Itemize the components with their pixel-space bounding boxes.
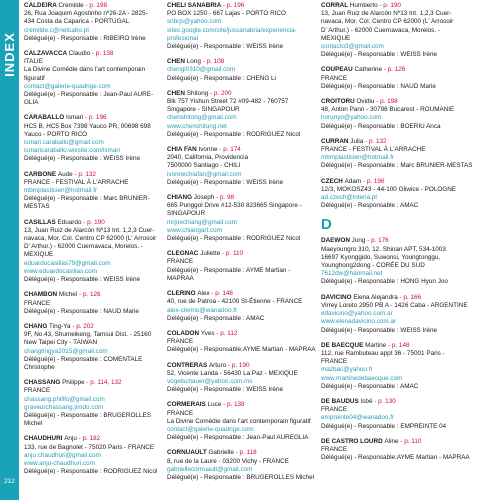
artist-surname: CZECH: [321, 177, 343, 185]
artist-first-name: Humberto: [349, 2, 378, 9]
entry-detail: Délégué(e) - Responsable : Marc BRUNIER-MESTAS: [321, 162, 473, 170]
entry-heading: [24, 50, 164, 58]
page-reference: - p. 148: [211, 290, 233, 298]
entry-detail: 13, Juan Ruiz de Alarcón Nº13 Int. 1,2,3 Cuer-: [24, 226, 155, 234]
entry-detail: 40, rue de Patroa - 42100 St-Étienne - FRANCE: [167, 298, 303, 306]
index-entry: [167, 194, 318, 243]
artist-surname: CLERINO: [167, 290, 196, 298]
page-reference: - p. 132: [365, 137, 387, 145]
entry-heading: [167, 194, 318, 202]
entry-heading: [167, 401, 318, 409]
index-entry: [321, 66, 497, 91]
artist-first-name: Arturo: [208, 361, 227, 369]
entry-detail: Délégué(e) - Responsable : BOERIU Anca: [321, 122, 441, 130]
contact-link[interactable]: mbmplasticien@hotmail.fr: [321, 154, 395, 162]
artist-surname: DE CASTRO LOURD: [321, 437, 383, 445]
index-entry: [321, 398, 497, 431]
contact-link[interactable]: ismaricaraballo.wixsite.com/ismari: [24, 147, 120, 155]
artist-surname: CARBONE: [24, 170, 57, 178]
artist-surname: DAEWON: [321, 237, 350, 245]
entry-detail: 133, rue de Bagnolet - 75020 Paris - FRANCE: [24, 443, 155, 451]
contact-link[interactable]: www.chiangart.com: [167, 226, 222, 234]
entry-detail: Blk 757 Yishun Street 72 #09-482 - 760757: [167, 98, 289, 106]
page-reference: - p. 196: [222, 2, 245, 9]
entry-detail: MESTAS: [24, 203, 50, 211]
entry-detail: 48, Anton Pann - 30796 Bucarest - ROUMANIE: [321, 106, 455, 114]
entry-detail: FRANCE: [24, 299, 51, 307]
artist-surname: CHIANG: [167, 194, 193, 202]
index-column-1: [24, 2, 164, 483]
index-entry: [321, 98, 497, 131]
contact-link[interactable]: ad.czech@interia.pl: [321, 194, 377, 202]
entry-detail: FRANCE: [321, 74, 348, 82]
index-entry: [24, 291, 164, 316]
artist-surname: CHASSANG: [24, 379, 61, 387]
entry-heading: [167, 2, 318, 10]
entry-detail: MEXIQUE: [321, 34, 351, 42]
entry-detail: Maeyoungro 310, 12. Shinan APT, 534-1003: [321, 245, 446, 253]
artist-first-name: Ovidiu: [356, 98, 375, 106]
page-reference: - p. 112: [216, 329, 238, 337]
artist-first-name: Catherine: [354, 66, 383, 74]
index-entry: [167, 250, 318, 283]
index-column-3: [321, 2, 497, 469]
index-entry: [24, 323, 164, 372]
artist-surname: CHIA FAN: [167, 146, 197, 154]
entry-heading: [167, 449, 318, 457]
entry-heading: [167, 250, 318, 258]
page-number: 212: [4, 478, 15, 485]
entry-detail: Virrey Loreto 2950 PB A - 1426 Caba - ARGENTINE: [321, 301, 468, 309]
artist-first-name: Anju: [64, 435, 77, 443]
contact-link[interactable]: profesional: [167, 34, 199, 42]
index-entry: [24, 2, 164, 43]
artist-surname: CALDEIRA: [24, 2, 57, 9]
page-reference: - p. 182: [78, 435, 101, 443]
contact-link[interactable]: changtingya2015@gmail.com: [24, 347, 108, 355]
entry-detail: Délégué(e) - Responsable : BRUGEROLLES Michel: [167, 473, 315, 481]
entry-detail: Délégué(e) - Responsable : WEISS Irène: [321, 326, 438, 334]
contact-link[interactable]: vogelschauer@yahoo.com.mx: [167, 377, 253, 385]
entry-detail: FRANCE - FESTIVAL À L'ARRACHE: [321, 146, 426, 154]
entry-detail: Délégué(e) - Responsable : WEISS Irène: [167, 386, 284, 394]
contact-link[interactable]: www.anju-chaudhuri.com: [24, 459, 95, 467]
entry-detail: D' Arthur.) - 62000 Cuernavaca, Morelos. -: [24, 243, 143, 251]
page-reference: - p. 98: [216, 194, 235, 202]
entry-detail: La Divine Comédie dans l'art contemporain figuratif: [24, 66, 146, 82]
contact-link[interactable]: www.chenshitong.net: [167, 122, 227, 130]
contact-link[interactable]: www.martinedebaecque.com: [321, 374, 403, 382]
entry-detail: FRANCE: [321, 358, 348, 366]
entry-detail: 112, rue Rambuteau appt 36 - 75001 Paris -: [321, 349, 445, 357]
index-column-2: [167, 2, 318, 489]
entry-heading: [167, 58, 318, 66]
entry-detail: ITALIE: [24, 58, 43, 66]
contact-link[interactable]: alex-clerino@wanadoo.fr: [167, 306, 238, 314]
entry-detail: Délégué(e) - Responsable:AYME Martian - MAPRAA: [167, 346, 316, 354]
contact-link[interactable]: horunyo@yahoo.com: [321, 114, 382, 122]
entry-heading: [321, 98, 497, 106]
page-reference: - p. 114, 132: [86, 379, 122, 387]
entry-detail: 434 Costa da Caparica - PORTUGAL: [24, 18, 130, 26]
entry-detail: Délégué(e) - Responsable : Marc BRUNIER-: [24, 195, 150, 203]
artist-surname: CHAMBON: [24, 291, 58, 299]
artist-first-name: Martine: [365, 341, 387, 349]
entry-heading: [24, 379, 164, 387]
entry-detail: Délégué(e) - Responsable : Jean-Paul AUREGLIA: [167, 434, 309, 442]
entry-heading: [321, 294, 497, 302]
page-reference: - p. 198: [376, 98, 398, 106]
index-entry: [167, 2, 318, 51]
artist-surname: CHANG: [24, 322, 48, 330]
page-reference: - p. 148: [387, 341, 410, 349]
page-reference: - p. 130: [374, 397, 396, 405]
artist-surname: DAVICINO: [321, 293, 352, 301]
artist-surname: CONTRERAS: [167, 361, 208, 369]
page-reference: - p. 126: [79, 291, 101, 299]
entry-detail: PO BOX 1250 - 667 Lajas - PORTO RICO: [167, 10, 286, 18]
entry-detail: 665 Punggol Drive #12-530 823665 Singapore -: [167, 202, 302, 210]
index-entry: [24, 435, 164, 476]
page-reference: - p. 190: [379, 2, 401, 9]
artist-first-name: Julia: [350, 137, 364, 145]
entry-detail: Délégué(e) - Responsable : EMPREINTE 04: [321, 422, 447, 430]
contact-link[interactable]: anju.chaudhuri@gmail.com: [24, 451, 101, 459]
contact-link[interactable]: ivonnechiafan@gmail.com: [167, 170, 242, 178]
artist-first-name: Adam: [344, 177, 362, 185]
page-reference: - p. 196: [85, 114, 107, 122]
artist-surname: DE BAUDUS: [321, 397, 359, 405]
index-entry: [321, 438, 497, 463]
index-entry: [24, 379, 164, 428]
artist-surname: COUPEAU: [321, 66, 353, 74]
artist-surname: CHEN: [167, 58, 185, 66]
entry-detail: Délégué(e) - Responsable : RODRIGUEZ Nicol: [167, 130, 301, 138]
entry-detail: Délégué(e) - Responsable : AYME Martian - MAPRAA: [167, 266, 291, 282]
entry-detail: MEXIQUE: [24, 251, 54, 259]
page-reference: - p. 132: [74, 170, 96, 178]
entry-detail: 9F, No.43, Shumeikeng, Tamsui Dist. - 25160: [24, 331, 152, 339]
artist-surname: CASILLAS: [24, 218, 56, 226]
entry-detail: 8, rue de la Laure - 03200 Vichy - FRANCE: [167, 457, 289, 465]
artist-first-name: Gabrielle: [208, 449, 234, 457]
entry-detail: Délégué(e) - Responsable : HONG Hyun Joo: [321, 278, 448, 286]
entry-detail: 26, Rua Joaquim Agostinho nº26-2A - 2825-: [24, 10, 148, 18]
page-reference: - p. 174: [219, 146, 241, 154]
entry-detail: Délégué(e) - Responsable : WEISS Irène: [167, 43, 284, 51]
contact-link[interactable]: mazbac@yahoo.fr: [321, 366, 373, 374]
artist-surname: CHELI SANABRIA: [167, 2, 222, 9]
index-entry: [24, 114, 164, 163]
index-entry: [24, 171, 164, 212]
artist-first-name: Yves: [200, 329, 215, 337]
artist-surname: CLEGNAC: [167, 250, 199, 258]
artist-first-name: Shitong: [186, 89, 209, 97]
entry-detail: FRANCE - FESTIVAL À L'ARRACHE: [24, 178, 129, 186]
entry-detail: Délégué(e) - Responsable:AYME Martian - MAPRAA: [321, 454, 470, 462]
contact-link[interactable]: www.elenadavicino.com.ar: [321, 318, 397, 326]
entry-detail: Délégué(e) - Responsable : WEISS Irène: [321, 51, 438, 59]
artist-surname: DE BAECQUE: [321, 341, 364, 349]
contact-link[interactable]: chenshitong@gmail.com: [167, 114, 237, 122]
contact-link[interactable]: gabriellecornuault@gmail.com: [167, 465, 253, 473]
artist-first-name: Cremilde: [58, 2, 84, 9]
entry-detail: navaca, Mor. Col. Centro CP 62000 (L' Arrosoir: [24, 235, 157, 243]
artist-first-name: Joseph: [193, 194, 215, 202]
page-reference: - p. 166: [399, 293, 422, 301]
artist-first-name: Elena Alejandra: [353, 293, 398, 301]
entry-detail: Délégué(e) - Responsable : RODRIGUEZ Nicol: [167, 235, 301, 243]
index-entry: [24, 50, 164, 107]
entry-detail: GLIA: [24, 99, 39, 107]
page-reference: - p. 118: [235, 449, 257, 457]
index-entry: [24, 219, 164, 285]
entry-heading: [321, 342, 497, 350]
entry-detail: Délégué(e) - Responsable : AMAC: [321, 382, 419, 390]
entry-detail: Yauco - PORTO RICO: [24, 130, 88, 138]
index-sidebar: [0, 0, 19, 500]
page-reference: - p. 198: [85, 2, 107, 9]
page-reference: - p. 190: [228, 361, 250, 369]
contact-link[interactable]: cremilde.c@netcabo.pt: [24, 26, 89, 34]
entry-detail: Younghong2dong - CORÉE DU SUD: [321, 262, 425, 270]
contact-link[interactable]: contact@galerie-quadrige.com: [167, 425, 254, 433]
entry-heading: [24, 291, 164, 299]
artist-first-name: Michel: [58, 291, 78, 299]
index-section-title: INDEX: [1, 31, 17, 77]
artist-first-name: Ting-Ya: [49, 322, 71, 330]
entry-detail: FRANCE: [167, 338, 194, 346]
index-entry: [167, 401, 318, 442]
entry-heading: [24, 435, 164, 443]
entry-heading: [24, 114, 164, 122]
artist-first-name: Eduardo: [57, 218, 82, 226]
entry-detail: Délégué(e) - Responsable : AMAC: [167, 314, 265, 322]
contact-link[interactable]: eduardocasillas79@gmail.com: [24, 259, 111, 267]
page-reference: - p. 138: [223, 401, 245, 409]
entry-heading: [24, 219, 164, 227]
entry-detail: FRANCE: [24, 387, 51, 395]
entry-detail: Délégué(e) - Responsable : CHENG Li: [167, 74, 276, 82]
index-entry: [167, 146, 318, 187]
artist-first-name: Philippe: [62, 379, 85, 387]
entry-detail: 52, Vicente Landa - 56430 La Paz - MEXIQUE: [167, 369, 298, 377]
artist-surname: CORMERAIS: [167, 401, 206, 409]
artist-first-name: Aline: [384, 437, 399, 445]
index-entry: [321, 138, 497, 171]
index-entry: [167, 90, 318, 139]
entry-heading: [167, 146, 318, 154]
contact-link[interactable]: snbrjs@yahoo.com: [167, 18, 222, 26]
entry-detail: Délégué(e) - Responsable : COMENTALE Christophe: [24, 355, 143, 371]
contact-link[interactable]: ismari.caraballo@gmail.com: [24, 139, 104, 147]
index-entry: [167, 449, 318, 482]
entry-detail: Délégué(e) - Responsable : RODRIGUEZ Nicol: [24, 468, 158, 476]
artist-first-name: Ismari: [65, 114, 84, 122]
entry-detail: Délégué(e) - Responsable : Jean-Paul AURE-: [24, 91, 154, 99]
index-entry: [321, 237, 497, 286]
letter-heading: D: [321, 216, 332, 234]
page-reference: - p. 196: [362, 177, 385, 185]
entry-heading: [321, 178, 497, 186]
entry-detail: Délégué(e) - Responsable : WEISS Irène: [24, 155, 141, 163]
entry-detail: navaca, Mor. Col. Centro CP 62000 (L' Arrosoir: [321, 18, 454, 26]
entry-heading: [321, 237, 497, 245]
entry-detail: Délégué(e) - Responsable : NAUD Marie: [24, 307, 139, 315]
entry-detail: FRANCE: [321, 406, 348, 414]
entry-detail: La Divine Comédie dans l'art contemporain figuratif: [167, 417, 311, 425]
artist-surname: CHAUDHURI: [24, 435, 63, 443]
entry-detail: Délégué(e) - Responsable : WEISS Irène: [24, 276, 141, 284]
page-reference: - p. 200: [210, 89, 232, 97]
index-entry: [167, 58, 318, 83]
entry-detail: 13, Juan Ruiz de Alarcón Nº13 Int. 1,2,3 Cuer-: [321, 10, 452, 18]
entry-heading: [24, 2, 164, 10]
artist-surname: COLADON: [167, 329, 200, 337]
entry-detail: FRANCE: [167, 409, 194, 417]
index-entry: [167, 290, 318, 323]
entry-detail: Délégué(e) - Responsable : WEISS Irène: [167, 178, 284, 186]
index-entry: [167, 362, 318, 395]
artist-surname: CROITORU: [321, 98, 355, 106]
entry-heading: [24, 323, 164, 331]
entry-heading: [321, 66, 497, 74]
entry-heading: [167, 362, 318, 370]
entry-detail: Délégué(e) - Responsable : RIBEIRO Irène: [24, 34, 146, 42]
page-reference: - p. 108: [202, 58, 225, 66]
entry-heading: [321, 2, 497, 10]
contact-link[interactable]: www.eduardocasillas.com: [24, 267, 97, 275]
entry-detail: Délégué(e) - Responsable : AMAC: [321, 202, 419, 210]
entry-detail: Singapore - SINGAPOUR: [167, 106, 240, 114]
artist-surname: CURRAN: [321, 137, 349, 145]
artist-surname: CHEN: [167, 89, 185, 97]
artist-first-name: Aude: [57, 170, 73, 178]
entry-detail: 16697 Kyonggido, Suwonsi, Youngtonggu,: [321, 253, 441, 261]
page-reference: - p. 176: [367, 237, 389, 245]
artist-first-name: Isbé: [360, 397, 373, 405]
artist-first-name: Claudio: [68, 50, 91, 58]
entry-detail: 2040, California, Providencia: [167, 154, 249, 162]
entry-heading: [167, 330, 318, 338]
page-reference: - p. 110: [222, 250, 244, 258]
index-entry: [321, 342, 497, 391]
contact-link[interactable]: empreinte04@wanadoo.fr: [321, 414, 395, 422]
artist-surname: CORRAL: [321, 2, 349, 9]
contact-link[interactable]: 7612dw@hanmail.net: [321, 270, 383, 278]
entry-detail: 12/3, MOKOSZ43 - 44-100 Gliwice - POLOGNE: [321, 185, 457, 193]
entry-detail: New Taipei City - TAIWAN: [24, 339, 98, 347]
page-reference: - p. 202: [72, 322, 94, 330]
page-reference: - p. 126: [383, 66, 406, 74]
entry-detail: FRANCE: [321, 445, 348, 453]
index-entry: [321, 2, 497, 59]
contact-link[interactable]: contact@galerie-quadrige.com: [24, 82, 111, 90]
contact-link[interactable]: edavicino@yahoo.com.ar: [321, 310, 393, 318]
artist-first-name: Long: [186, 58, 201, 66]
entry-detail: D' Arthur.) - 62000 Cuernavaca, Morelos. -: [321, 26, 440, 34]
artist-surname: CORNUAULT: [167, 449, 207, 457]
artist-surname: CALZAVACCA: [24, 50, 67, 58]
entry-heading: [321, 138, 497, 146]
contact-link[interactable]: contacto3@gmail.com: [321, 43, 384, 51]
entry-detail: SINGAPOUR: [167, 210, 206, 218]
entry-detail: FRANCE: [167, 258, 194, 266]
artist-first-name: Luce: [207, 401, 222, 409]
page-reference: - p. 110: [400, 437, 422, 445]
contact-link[interactable]: sites.google.com/site/jussanabria/experiencia-: [167, 26, 297, 34]
artist-surname: CARABALLO: [24, 114, 65, 122]
entry-heading: [24, 171, 164, 179]
page-reference: - p. 190: [83, 218, 105, 226]
contact-link[interactable]: mbmplasticien@hotmail.fr: [24, 187, 98, 195]
entry-detail: HC5 B, HC5 Box 7398 Yauco PR, 00698 698: [24, 122, 151, 130]
contact-link[interactable]: mrjoechiang@gmail.com: [167, 218, 237, 226]
artist-first-name: Juliette: [200, 250, 221, 258]
artist-first-name: Ivonne: [198, 146, 218, 154]
artist-first-name: Jung: [351, 237, 366, 245]
entry-heading: [321, 398, 497, 406]
entry-detail: 7500000 Santiago - CHILI: [167, 162, 241, 170]
index-entry: [321, 178, 497, 211]
entry-detail: Délégué(e) - Responsable : BRUGEROLLES Michel: [24, 411, 151, 428]
entry-detail: Délégué(e) - Responsable : NAUD Marie: [321, 82, 436, 90]
index-entry: [321, 294, 497, 335]
page-reference: - p. 138: [91, 50, 114, 58]
contact-link[interactable]: chengl0310@gmail.com: [167, 66, 236, 74]
contact-link[interactable]: graveurchassang.jimdo.com: [24, 403, 104, 411]
entry-heading: [321, 438, 497, 446]
index-entry: [167, 330, 318, 355]
contact-link[interactable]: chassang.phillfo@gmail.com: [24, 395, 105, 403]
entry-heading: [167, 90, 318, 98]
artist-first-name: Alex: [197, 290, 210, 298]
